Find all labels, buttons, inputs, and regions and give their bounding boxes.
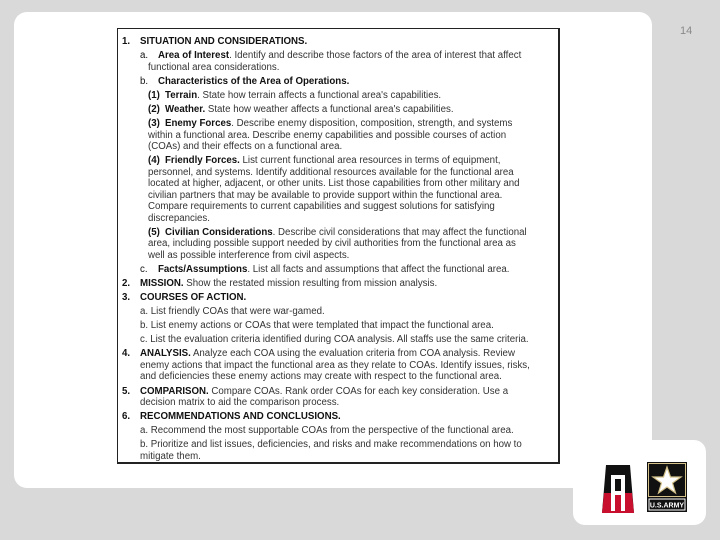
item-marker: 2. — [122, 277, 131, 289]
item-text: enemy actions that impact the functional area as they relate to COAs. Identify issues, risks, — [140, 359, 530, 371]
item-text: within a functional area. Describe enemy capabilities and possible courses of action — [148, 129, 507, 141]
item-marker: (5) — [148, 226, 160, 238]
item-text: List current functional area resources in terms of equipment, — [239, 155, 501, 167]
item-text: and deficiencies these enemy actions may create with respect to the functional area. — [140, 371, 502, 383]
item-text: Compare requirements to current capabilities and suggest solutions for satisfying — [148, 201, 495, 213]
item-line — [140, 439, 522, 451]
item-text: Analyze each COA using the evaluation criteria from COA analysis. Review — [190, 348, 515, 360]
item-heading: Characteristics of the Area of Operations. — [158, 75, 350, 87]
item-text: b. Prioritize and list issues, deficiencies, and risks and make recommendations on how to — [140, 439, 522, 451]
item-text: a. Recommend the most supportable COAs from the perspective of the functional area. — [140, 425, 514, 437]
item-text: Compare COAs. Rank order COAs for each key consideration. Use a — [208, 385, 509, 397]
item-heading: Area of Interest — [158, 50, 230, 62]
item-marker: (4) — [148, 155, 160, 167]
page-number: 14 — [680, 25, 693, 37]
item-marker: 3. — [122, 292, 131, 303]
item-heading: Civilian Considerations — [165, 226, 273, 238]
item-text: . List all facts and assumptions that affect the functional area. — [247, 263, 510, 275]
item-line — [140, 371, 502, 383]
item-heading: Facts/Assumptions — [158, 263, 248, 275]
item-line — [148, 238, 516, 250]
item-heading: MISSION. — [140, 277, 184, 289]
item-heading: COMPARISON. — [140, 385, 209, 397]
item-heading: Weather. — [165, 103, 206, 115]
item-text: discrepancies. — [148, 212, 210, 224]
item-heading: Friendly Forces. — [165, 155, 240, 167]
item-line — [140, 451, 201, 463]
item-marker: c. — [140, 263, 148, 275]
item-marker: b. — [140, 75, 149, 87]
item-line — [148, 130, 506, 142]
item-text: c. List the evaluation criteria identified during COA analysis. All staffs use the same criteria. — [140, 334, 529, 346]
item-marker: 5. — [122, 385, 131, 397]
item-text: State how weather affects a functional area's capabilities. — [205, 103, 454, 115]
item-line — [165, 118, 512, 130]
item-text: personnel, and systems. Identify additional resources available for the functional area — [148, 166, 514, 178]
us-army-star-logo — [647, 462, 687, 512]
item-heading: SITUATION AND CONSIDERATIONS. — [140, 36, 308, 47]
item-line — [140, 411, 341, 423]
item-marker: (2) — [148, 103, 160, 115]
item-text: civilian partners that may be available to provide support within the functional area. — [148, 189, 503, 201]
item-line — [140, 360, 530, 372]
item-line — [140, 334, 529, 346]
item-line — [148, 178, 520, 190]
item-text: . Describe civil considerations that may affect the functional — [272, 226, 527, 238]
item-heading: Enemy Forces — [165, 118, 232, 129]
item-line — [148, 62, 279, 74]
item-marker: 1. — [122, 36, 131, 47]
item-line — [140, 320, 494, 332]
item-text: mitigate them. — [140, 450, 201, 462]
item-line — [148, 213, 210, 225]
item-line — [165, 104, 454, 116]
item-marker: (1) — [148, 89, 160, 101]
item-line — [140, 425, 514, 437]
item-text: functional area considerations. — [148, 61, 280, 73]
item-line — [165, 90, 441, 102]
item-marker: a. — [140, 50, 149, 62]
document-image — [117, 28, 560, 464]
item-line — [140, 397, 339, 409]
item-line — [158, 50, 521, 62]
item-text: . Identify and describe those factors of the area of interest that affect — [229, 50, 522, 62]
item-marker: 6. — [122, 411, 131, 423]
item-line — [140, 386, 508, 398]
first-army-patch-logo — [602, 465, 634, 513]
item-line — [140, 292, 246, 304]
item-text: Show the restated mission resulting from mission analysis. — [183, 277, 438, 289]
item-line — [158, 76, 349, 88]
item-heading: COURSES OF ACTION. — [140, 292, 247, 303]
item-marker: (3) — [148, 118, 160, 129]
item-line — [148, 250, 349, 262]
item-line — [140, 36, 307, 48]
item-line — [148, 167, 514, 179]
item-line — [140, 306, 325, 318]
item-text: . State how terrain affects a functional area's capabilities. — [197, 89, 442, 101]
item-text: area, including possible support needed by civil authorities from the functional area as — [148, 238, 516, 250]
item-text: located at higher, adjacent, or other units. List those capabilities from other military and — [148, 178, 520, 190]
item-text: decision matrix to aid the comparison process. — [140, 397, 340, 408]
item-text: well as possible interference from civil aspects. — [148, 249, 350, 261]
item-line — [165, 227, 527, 239]
item-text: a. List friendly COAs that were war-gamed. — [140, 306, 325, 318]
item-marker: 4. — [122, 348, 131, 360]
item-heading: Terrain — [165, 89, 198, 101]
item-line — [165, 155, 500, 167]
item-line — [140, 348, 515, 360]
item-line — [148, 141, 342, 153]
item-line — [158, 264, 509, 276]
item-text: b. List enemy actions or COAs that were templated that impact the functional area. — [140, 320, 494, 332]
item-line — [148, 190, 502, 202]
item-text: . Describe enemy disposition, composition, strength, and systems — [231, 118, 513, 129]
us-army-logo-text: U.S.ARMY — [649, 502, 685, 510]
item-line — [140, 278, 437, 290]
item-text: (COAs) and their effects on a functional area. — [148, 141, 343, 152]
item-line — [148, 201, 495, 213]
item-heading: ANALYSIS. — [140, 348, 191, 360]
item-heading: RECOMMENDATIONS AND CONCLUSIONS. — [140, 411, 341, 423]
